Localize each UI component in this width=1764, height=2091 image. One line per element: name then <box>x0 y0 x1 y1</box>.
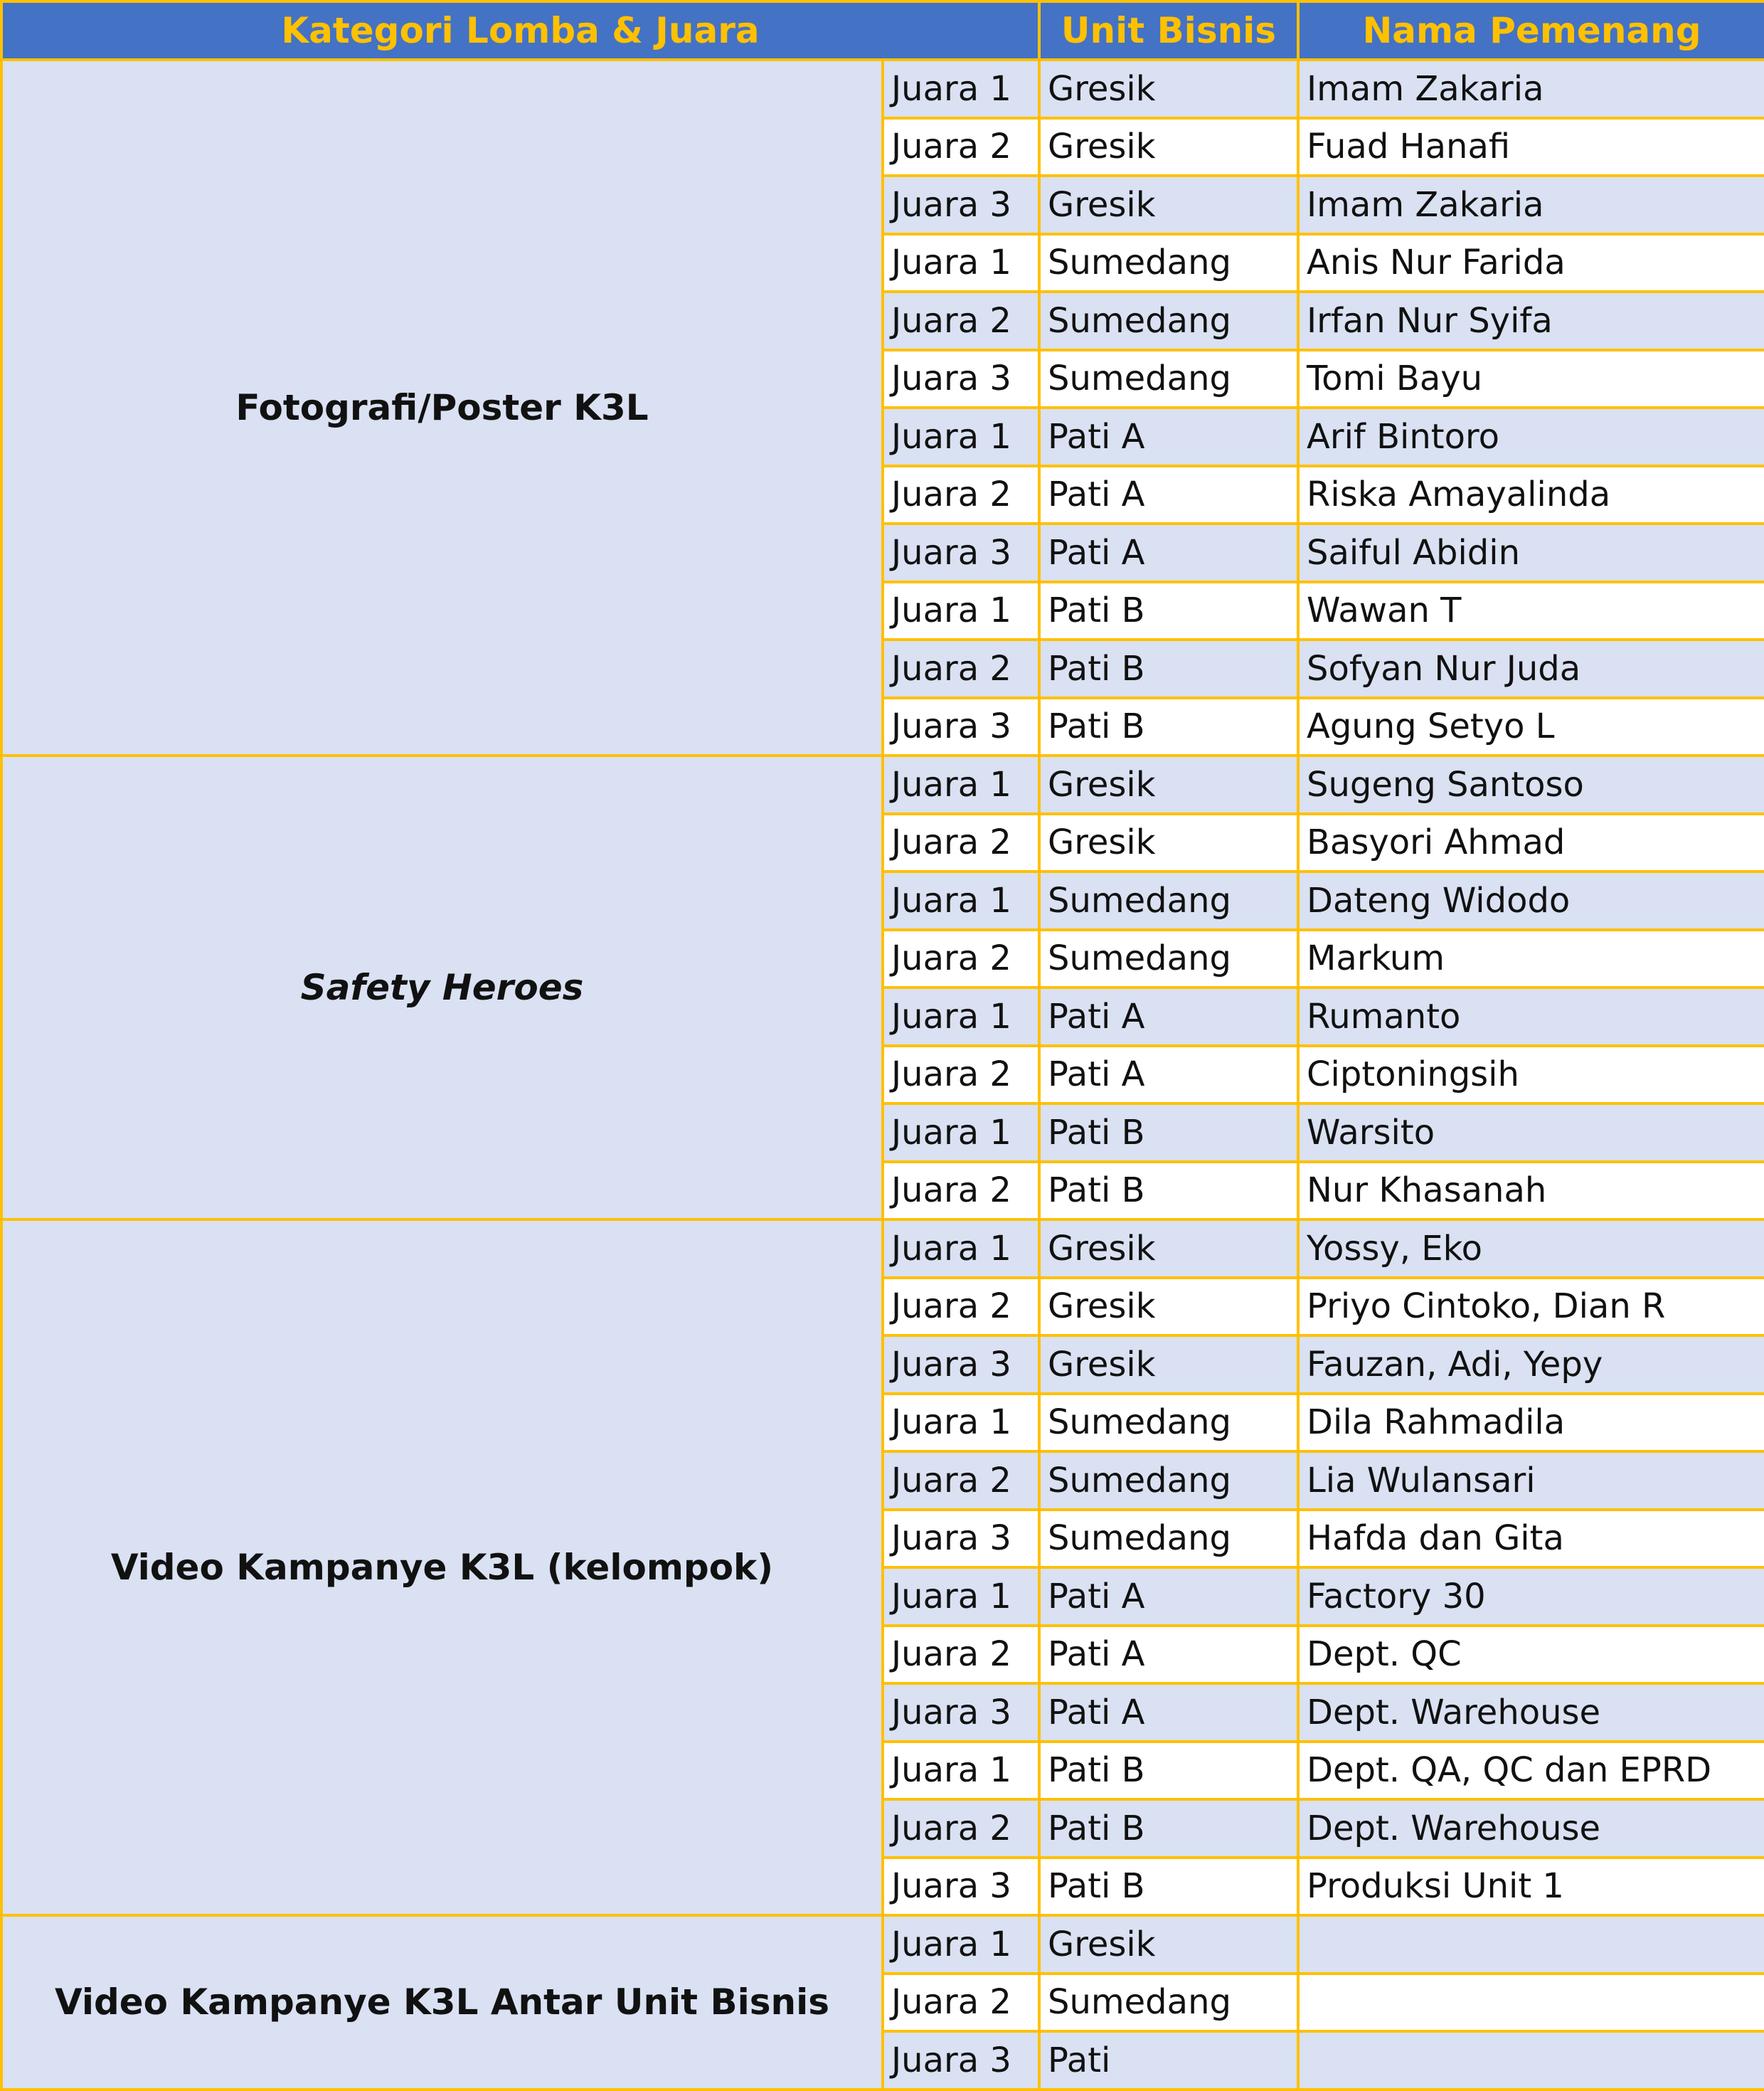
unit-cell: Pati A <box>1039 1567 1298 1626</box>
rank-cell: Juara 2 <box>883 466 1039 524</box>
winner-cell <box>1298 1915 1764 1974</box>
rank-cell: Juara 2 <box>883 118 1039 176</box>
rank-cell: Juara 3 <box>883 524 1039 582</box>
unit-cell: Pati A <box>1039 1046 1298 1104</box>
winner-cell: Produksi Unit 1 <box>1298 1858 1764 1916</box>
winner-cell: Imam Zakaria <box>1298 176 1764 234</box>
rank-cell: Juara 2 <box>883 1974 1039 2032</box>
winner-cell: Nur Khasanah <box>1298 1162 1764 1220</box>
winner-cell <box>1298 1974 1764 2032</box>
table-row <box>1 1915 1764 1974</box>
unit-cell: Pati B <box>1039 1103 1298 1162</box>
rank-cell: Juara 3 <box>883 2031 1039 2090</box>
table-body <box>1 60 1764 2090</box>
rank-cell: Juara 3 <box>883 176 1039 234</box>
unit-cell: Pati B <box>1039 640 1298 698</box>
unit-cell: Pati A <box>1039 988 1298 1046</box>
rank-cell: Juara 2 <box>883 814 1039 872</box>
unit-cell: Gresik <box>1039 814 1298 872</box>
unit-cell: Pati A <box>1039 408 1298 466</box>
winner-cell: Ciptoningsih <box>1298 1046 1764 1104</box>
rank-cell: Juara 1 <box>883 1219 1039 1278</box>
winner-cell: Riska Amayalinda <box>1298 466 1764 524</box>
winner-cell: Arif Bintoro <box>1298 408 1764 466</box>
winner-cell: Factory 30 <box>1298 1567 1764 1626</box>
rank-cell: Juara 3 <box>883 350 1039 408</box>
unit-cell: Sumedang <box>1039 350 1298 408</box>
winner-cell: Dept. Warehouse <box>1298 1799 1764 1858</box>
unit-cell: Gresik <box>1039 176 1298 234</box>
winner-cell: Dept. QA, QC dan EPRD <box>1298 1742 1764 1800</box>
winner-cell: Dateng Widodo <box>1298 872 1764 930</box>
rank-cell: Juara 2 <box>883 1626 1039 1684</box>
rank-cell: Juara 3 <box>883 1510 1039 1568</box>
unit-cell: Sumedang <box>1039 1394 1298 1452</box>
winner-cell: Fauzan, Adi, Yepy <box>1298 1335 1764 1394</box>
winner-cell: Irfan Nur Syifa <box>1298 292 1764 350</box>
winner-cell: Sugeng Santoso <box>1298 756 1764 814</box>
category-cell: Fotografi/Poster K3L <box>1 60 883 756</box>
unit-cell: Gresik <box>1039 1915 1298 1974</box>
unit-cell: Gresik <box>1039 1335 1298 1394</box>
unit-cell: Sumedang <box>1039 1451 1298 1510</box>
header-category: Kategori Lomba & Juara <box>1 1 1039 60</box>
unit-cell: Pati B <box>1039 582 1298 640</box>
rank-cell: Juara 3 <box>883 1683 1039 1742</box>
winner-cell: Yossy, Eko <box>1298 1219 1764 1278</box>
winner-cell: Sofyan Nur Juda <box>1298 640 1764 698</box>
category-cell: Safety Heroes <box>1 756 883 1219</box>
table-header <box>1 1 1764 60</box>
rank-cell: Juara 1 <box>883 582 1039 640</box>
rank-cell: Juara 2 <box>883 1162 1039 1220</box>
unit-cell: Gresik <box>1039 1278 1298 1336</box>
unit-cell: Gresik <box>1039 756 1298 814</box>
rank-cell: Juara 1 <box>883 1915 1039 1974</box>
table-row <box>1 1219 1764 1278</box>
rank-cell: Juara 3 <box>883 698 1039 756</box>
unit-cell: Pati B <box>1039 1799 1298 1858</box>
table-row <box>1 60 1764 118</box>
winner-cell: Anis Nur Farida <box>1298 234 1764 292</box>
unit-cell: Pati A <box>1039 1683 1298 1742</box>
rank-cell: Juara 1 <box>883 756 1039 814</box>
winner-cell: Hafda dan Gita <box>1298 1510 1764 1568</box>
winner-cell: Imam Zakaria <box>1298 60 1764 118</box>
unit-cell: Sumedang <box>1039 872 1298 930</box>
winner-cell: Agung Setyo L <box>1298 698 1764 756</box>
rank-cell: Juara 2 <box>883 930 1039 988</box>
winner-cell: Tomi Bayu <box>1298 350 1764 408</box>
rank-cell: Juara 1 <box>883 408 1039 466</box>
unit-cell: Gresik <box>1039 1219 1298 1278</box>
rank-cell: Juara 1 <box>883 60 1039 118</box>
unit-cell: Sumedang <box>1039 930 1298 988</box>
rank-cell: Juara 2 <box>883 1451 1039 1510</box>
header-unit: Unit Bisnis <box>1039 1 1298 60</box>
table-row <box>1 756 1764 814</box>
unit-cell: Pati B <box>1039 1162 1298 1220</box>
rank-cell: Juara 1 <box>883 234 1039 292</box>
rank-cell: Juara 1 <box>883 988 1039 1046</box>
unit-cell: Pati B <box>1039 1742 1298 1800</box>
unit-cell: Gresik <box>1039 60 1298 118</box>
winner-cell: Dila Rahmadila <box>1298 1394 1764 1452</box>
winner-cell: Lia Wulansari <box>1298 1451 1764 1510</box>
rank-cell: Juara 1 <box>883 1394 1039 1452</box>
winner-cell: Saiful Abidin <box>1298 524 1764 582</box>
unit-cell: Pati B <box>1039 698 1298 756</box>
unit-cell: Sumedang <box>1039 1974 1298 2032</box>
unit-cell: Pati A <box>1039 1626 1298 1684</box>
unit-cell: Sumedang <box>1039 1510 1298 1568</box>
rank-cell: Juara 2 <box>883 1046 1039 1104</box>
rank-cell: Juara 2 <box>883 292 1039 350</box>
rank-cell: Juara 3 <box>883 1335 1039 1394</box>
winner-cell: Dept. Warehouse <box>1298 1683 1764 1742</box>
winner-cell: Markum <box>1298 930 1764 988</box>
unit-cell: Sumedang <box>1039 234 1298 292</box>
unit-cell: Sumedang <box>1039 292 1298 350</box>
header-winner: Nama Pemenang <box>1298 1 1764 60</box>
unit-cell: Pati A <box>1039 524 1298 582</box>
unit-cell: Pati A <box>1039 466 1298 524</box>
unit-cell: Pati <box>1039 2031 1298 2090</box>
winner-cell: Dept. QC <box>1298 1626 1764 1684</box>
rank-cell: Juara 1 <box>883 1567 1039 1626</box>
winner-cell: Warsito <box>1298 1103 1764 1162</box>
category-cell: Video Kampanye K3L Antar Unit Bisnis <box>1 1915 883 2090</box>
category-cell: Video Kampanye K3L (kelompok) <box>1 1219 883 1915</box>
winner-cell: Priyo Cintoko, Dian R <box>1298 1278 1764 1336</box>
winner-cell: Fuad Hanafi <box>1298 118 1764 176</box>
rank-cell: Juara 3 <box>883 1858 1039 1916</box>
rank-cell: Juara 2 <box>883 1278 1039 1336</box>
winner-cell <box>1298 2031 1764 2090</box>
unit-cell: Pati B <box>1039 1858 1298 1916</box>
header-row <box>1 1 1764 60</box>
rank-cell: Juara 1 <box>883 872 1039 930</box>
rank-cell: Juara 1 <box>883 1103 1039 1162</box>
unit-cell: Gresik <box>1039 118 1298 176</box>
rank-cell: Juara 1 <box>883 1742 1039 1800</box>
winner-cell: Basyori Ahmad <box>1298 814 1764 872</box>
rank-cell: Juara 2 <box>883 1799 1039 1858</box>
rank-cell: Juara 2 <box>883 640 1039 698</box>
winner-cell: Wawan T <box>1298 582 1764 640</box>
winner-cell: Rumanto <box>1298 988 1764 1046</box>
